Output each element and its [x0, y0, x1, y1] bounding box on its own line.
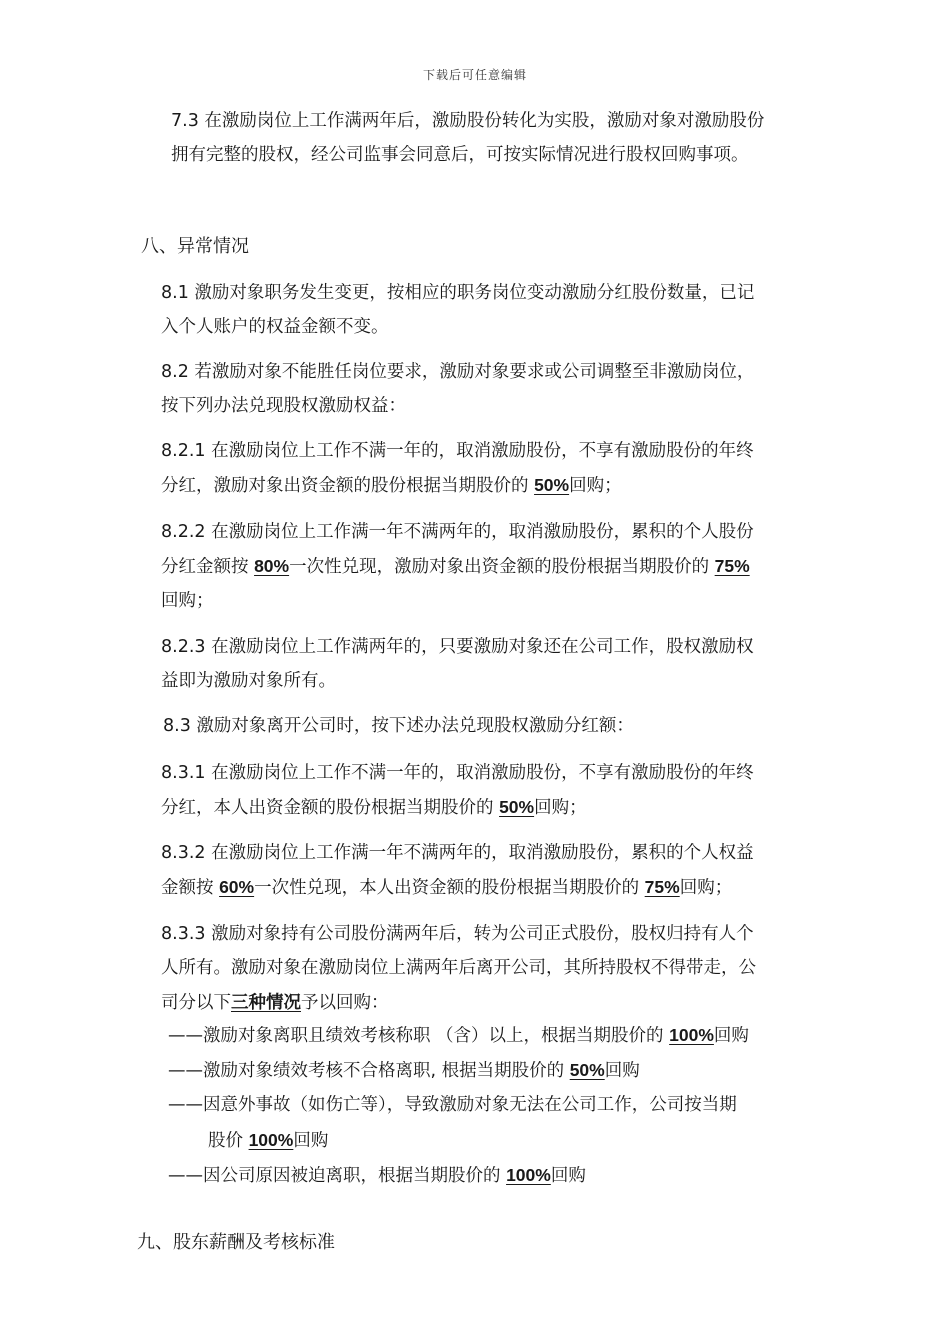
percentage-emphasis: 100% [669, 1025, 714, 1045]
clause-8-2-2-line2 [161, 549, 815, 584]
percentage-emphasis: 50% [499, 797, 535, 817]
clause-8-3-1-line1: 8.3.1 在激励岗位上工作不满一年的，取消激励股份，不享有激励股份的年终 [161, 763, 754, 783]
clause-8-2 [161, 355, 815, 423]
page-header: 下载后可任意编辑 [422, 68, 527, 82]
section-9-title: 九、股东薪酬及考核标准 [137, 1232, 335, 1253]
case-item-3-cont [208, 1123, 328, 1158]
percentage-emphasis: 50% [534, 475, 570, 495]
clause-8-2-1-line1: 8.2.1 在激励岗位上工作不满一年的，取消激励股份，不享有激励股份的年终 [161, 441, 754, 461]
clause-8-3-3-line2: 人所有。激励对象在激励岗位上满两年后离开公司，其所持股权不得带走，公 [161, 958, 756, 978]
clause-8-1-line1: 8.1 激励对象职务发生变更，按相应的职务岗位变动激励分红股份数量，已记 [161, 283, 755, 303]
clause-7-3 [171, 104, 815, 172]
percentage-emphasis: 75% [644, 877, 680, 897]
case-item-4 [168, 1158, 586, 1193]
clause-8-2-line2: 按下列办法兑现股权激励权益： [161, 396, 406, 416]
clause-7-3-line1: 7.3 在激励岗位上工作满两年后，激励股份转化为实股，激励对象对激励股份 [171, 111, 765, 131]
clause-7-3-line2: 拥有完整的股权，经公司监事会同意后，可按实际情况进行股权回购事项。 [171, 145, 749, 165]
clause-8-3-3-line3 [161, 985, 815, 1020]
clause-8-3 [163, 709, 817, 743]
text: 回购 [550, 1166, 586, 1186]
text: ——因意外事故（如伤亡等），导致激励对象无法在公司工作，公司按当期 [168, 1095, 737, 1115]
clause-8-3-line1: 8.3 激励对象离开公司时，按下述办法兑现股权激励分红额： [163, 716, 634, 736]
case-item-3 [168, 1088, 737, 1122]
text: 一次性兑现，激励对象出资金额的股份根据当期股价的 [289, 557, 715, 577]
clause-8-2-1 [161, 434, 815, 503]
clause-8-2-3-line2: 益即为激励对象所有。 [161, 671, 336, 691]
text: 回购 [604, 1061, 640, 1081]
text: 股价 [208, 1131, 249, 1151]
clause-8-1 [161, 276, 815, 344]
percentage-emphasis: 50% [569, 1060, 605, 1080]
text: 回购 [713, 1026, 749, 1046]
clause-8-3-2 [161, 836, 815, 905]
clause-8-2-3 [161, 630, 815, 698]
clause-8-1-line2: 入个人账户的权益金额不变。 [161, 317, 389, 337]
text: 回购； [534, 798, 587, 818]
clause-8-2-line1: 8.2 若激励对象不能胜任岗位要求，激励对象要求或公司调整至非激励岗位， [161, 362, 755, 382]
clause-8-2-2 [161, 515, 815, 618]
text: ——激励对象绩效考核不合格离职, 根据当期股价的 [168, 1061, 570, 1081]
clause-8-2-2-line1: 8.2.2 在激励岗位上工作满一年不满两年的，取消激励股份，累积的个人股份 [161, 522, 754, 542]
clause-8-3-2-line1: 8.3.2 在激励岗位上工作满一年不满两年的，取消激励股份，累积的个人权益 [161, 843, 754, 863]
percentage-emphasis: 100% [248, 1130, 294, 1150]
clause-8-3-1-line2 [161, 790, 815, 825]
percentage-emphasis: 60% [219, 877, 255, 897]
text: 一次性兑现，本人出资金额的股份根据当期股价的 [254, 878, 645, 898]
text: 予以回购： [301, 993, 389, 1013]
text: 分红，激励对象出资金额的股份根据当期股价的 [161, 476, 535, 496]
percentage-emphasis: 100% [506, 1165, 551, 1185]
clause-8-2-2-line3: 回购； [161, 591, 214, 611]
text: 分红金额按 [161, 557, 255, 577]
text: 回购； [569, 476, 622, 496]
clause-8-2-1-line2 [161, 468, 815, 503]
text: ——激励对象离职且绩效考核称职 （含）以上，根据当期股价的 [168, 1026, 670, 1046]
percentage-emphasis: 80% [254, 556, 290, 576]
case-item-1 [168, 1018, 749, 1053]
clause-8-2-3-line1: 8.2.3 在激励岗位上工作满两年的，只要激励对象还在公司工作，股权激励权 [161, 637, 754, 657]
clause-8-3-1 [161, 756, 815, 825]
clause-8-3-3-line1: 8.3.3 激励对象持有公司股份满两年后，转为公司正式股份，股权归持有人个 [161, 924, 754, 944]
case-item-2 [168, 1053, 640, 1088]
clause-8-3-2-line2 [161, 870, 815, 905]
text: 金额按 [161, 878, 220, 898]
text: ——因公司原因被迫离职，根据当期股价的 [168, 1166, 507, 1186]
section-8-title: 八、异常情况 [141, 236, 249, 257]
clause-8-3-3 [161, 917, 815, 1020]
three-cases-emphasis: 三种情况 [231, 992, 301, 1012]
text: 回购 [293, 1131, 329, 1151]
text: 司分以下 [161, 993, 231, 1013]
text: 分红，本人出资金额的股份根据当期股价的 [161, 798, 500, 818]
percentage-emphasis: 75% [714, 556, 750, 576]
text: 回购； [679, 878, 733, 898]
